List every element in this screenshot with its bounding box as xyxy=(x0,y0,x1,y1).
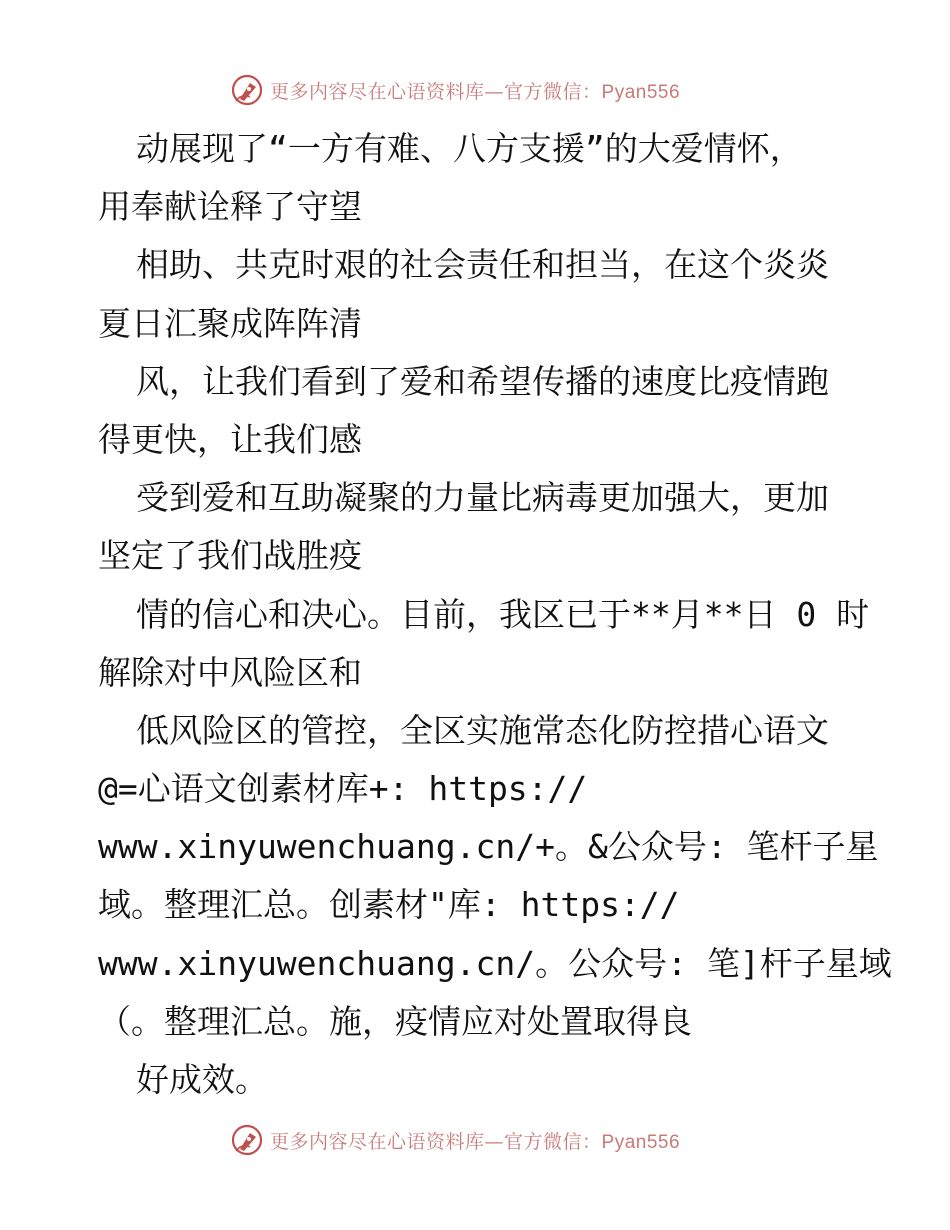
body-text xyxy=(98,120,892,1109)
text-line: 用奉献诠释了守望 xyxy=(98,187,362,227)
header-banner xyxy=(230,70,750,110)
footer-banner xyxy=(230,1120,750,1160)
text-line: 坚定了我们战胜疫 xyxy=(98,536,362,576)
banner-wechat-id: Pyan556 xyxy=(601,1131,681,1153)
banner-site-text: 更多内容尽在心语资料库 xyxy=(270,80,485,103)
pen-nib-logo-icon xyxy=(230,73,264,107)
header-banner-text xyxy=(270,77,680,104)
text-line: 相助、共克时艰的社会责任和担当，在这个炎炎 xyxy=(136,245,829,285)
banner-dash: — xyxy=(484,80,505,103)
text-line: 受到爱和互助凝聚的力量比病毒更加强大，更加 xyxy=(136,478,829,518)
text-line: 低风险区的管控，全区实施常态化防控措心语文 xyxy=(136,710,829,750)
text-line: 夏日汇聚成阵阵清 xyxy=(98,303,362,343)
text-line: www.xinyuwenchuang.cn/。公众号: 笔]杆子星域 xyxy=(98,943,892,983)
text-line: 解除对中风险区和 xyxy=(98,652,362,692)
banner-wechat-id: Pyan556 xyxy=(601,81,681,103)
text-line: 得更快，让我们感 xyxy=(98,419,362,459)
pen-nib-logo-icon xyxy=(230,1123,264,1157)
banner-wechat-label: 官方微信： xyxy=(504,1130,602,1153)
text-line: @=心语文创素材库+: https:// xyxy=(98,769,588,809)
text-line: 情的信心和决心。目前，我区已于**月**日 0 时 xyxy=(136,594,870,634)
text-line: 风，让我们看到了爱和希望传播的速度比疫情跑 xyxy=(136,361,829,401)
footer-banner-text xyxy=(270,1127,680,1154)
banner-wechat-label: 官方微信： xyxy=(504,80,602,103)
banner-site-text: 更多内容尽在心语资料库 xyxy=(270,1130,485,1153)
banner-dash: — xyxy=(484,1130,505,1153)
text-line: 域。整理汇总。创素材"库: https:// xyxy=(98,885,680,925)
text-line: www.xinyuwenchuang.cn/+。&公众号: 笔杆子星 xyxy=(98,827,879,867)
text-line: （。整理汇总。施，疫情应对处置取得良 xyxy=(98,1001,692,1041)
text-line: 好成效。 xyxy=(136,1060,268,1099)
text-line: 动展现了“一方有难、八方支援”的大爱情怀， xyxy=(136,129,803,168)
